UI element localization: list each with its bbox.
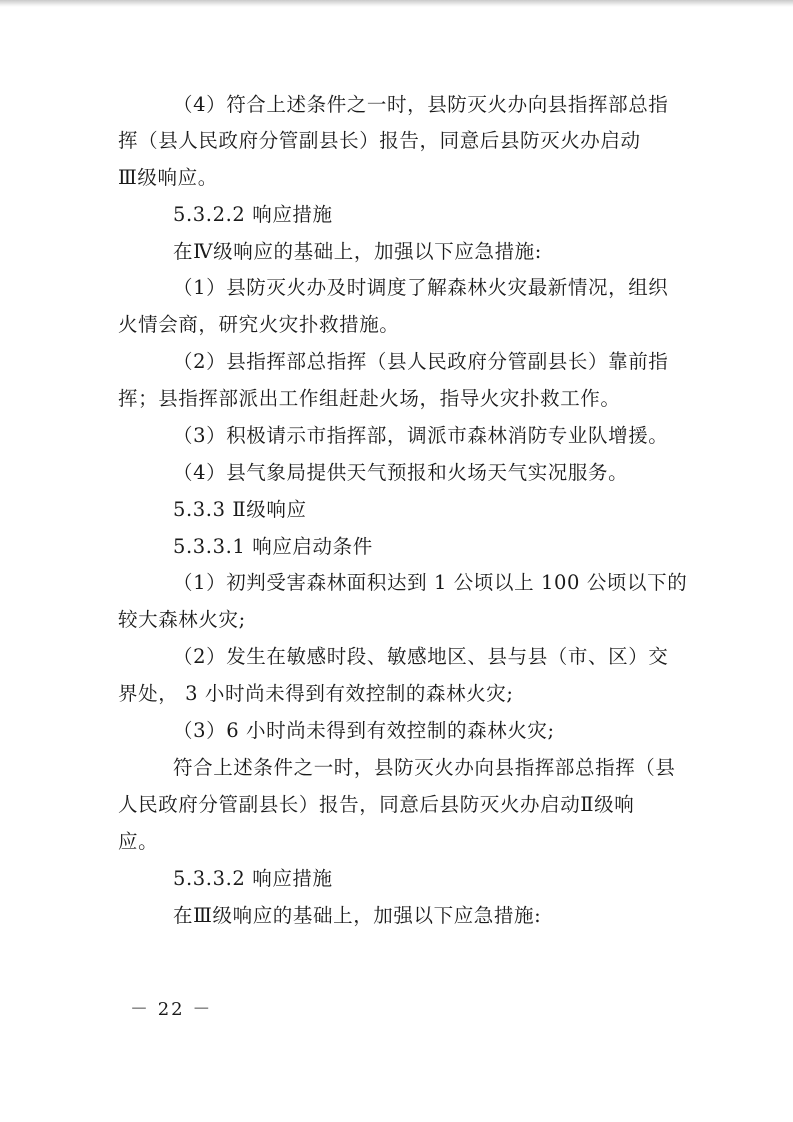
- page-number: － 22 －: [130, 999, 213, 1020]
- paragraph-line: 符合上述条件之一时，县防灭火办向县指挥部总指挥（县: [173, 756, 676, 779]
- paragraph-line: 火情会商，研究火灾扑救措施。: [118, 313, 400, 336]
- paragraph-line: （1）县防灭火办及时调度了解森林火灾最新情况，组织: [173, 276, 669, 299]
- paragraph-line: 在Ⅲ级响应的基础上，加强以下应急措施:: [173, 904, 542, 927]
- scan-top-edge: [0, 0, 793, 7]
- paragraph-line: 界处， 3 小时尚未得到有效控制的森林火灾;: [118, 682, 514, 705]
- paragraph-line: （1）初判受害森林面积达到 1 公顷以上 100 公顷以下的: [173, 571, 688, 594]
- paragraph-line: 挥；县指挥部派出工作组赶赴火场，指导火灾扑救工作。: [118, 387, 621, 410]
- paragraph-line: 应。: [118, 830, 159, 853]
- paragraph-line: （3）积极请示市指挥部，调派市森林消防专业队增援。: [173, 424, 669, 447]
- paragraph-line: 在Ⅳ级响应的基础上，加强以下应急措施:: [173, 240, 542, 263]
- section-heading: 5.3.2.2 响应措施: [173, 203, 333, 226]
- paragraph-line: （2）发生在敏感时段、敏感地区、县与县（市、区）交: [173, 645, 669, 668]
- paragraph-line: 挥（县人民政府分管副县长）报告，同意后县防灭火办启动: [118, 129, 641, 152]
- section-heading: 5.3.3 Ⅱ级响应: [173, 498, 307, 521]
- paragraph-line: （4）县气象局提供天气预报和火场天气实况服务。: [173, 461, 629, 484]
- paragraph-line: 较大森林火灾;: [118, 608, 246, 631]
- paragraph-line: 人民政府分管副县长）报告，同意后县防灭火办启动Ⅱ级响: [118, 793, 635, 816]
- paragraph-line: Ⅲ级响应。: [118, 166, 218, 189]
- section-heading: 5.3.3.2 响应措施: [173, 867, 333, 890]
- paragraph-line: （2）县指挥部总指挥（县人民政府分管副县长）靠前指: [173, 350, 669, 373]
- paragraph-line: （4）符合上述条件之一时，县防灭火办向县指挥部总指: [173, 93, 669, 116]
- paragraph-line: （3）6 小时尚未得到有效控制的森林火灾;: [173, 719, 555, 742]
- section-heading: 5.3.3.1 响应启动条件: [173, 535, 373, 558]
